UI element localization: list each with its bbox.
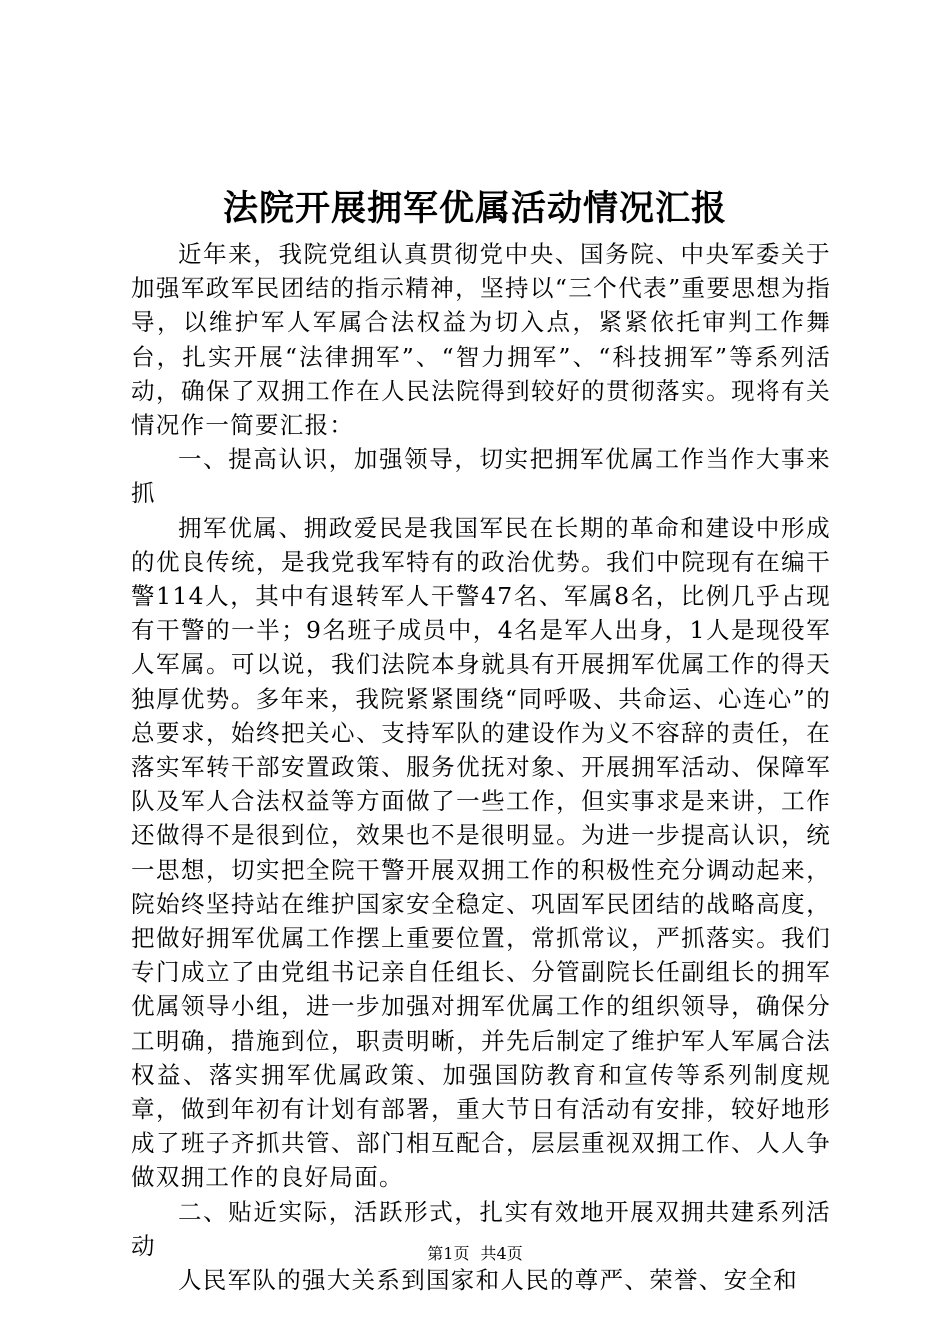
- document-body: [131, 237, 831, 1297]
- document-title: 法院开展拥军优属活动情况汇报: [222, 188, 727, 229]
- section-2-paragraph: 人民军队的强大关系到国家和人民的尊严、荣誉、安全和: [178, 1266, 798, 1295]
- page-footer: [0, 1243, 950, 1265]
- section-heading-1: 一、提高认识，加强领导，切实把拥军优属工作当作大事来抓: [131, 445, 831, 508]
- section-1-paragraph: 拥军优属、拥政爱民是我国军民在长期的革命和建设中形成的优良传统，是我党我军特有的政治优势。我们中院现有在编干警114人，其中有退转军人干警47名、军属8名，比例几乎占现有干警的一半；9名班子成员中，4名是军人出身，1人是现役军人军属。可以说，我们法院本身就具有开展拥军优属工作的得天独厚优势。多年来，我院紧紧围绕“同呼吸、共命运、心连心”的总要求，始终把关心、支持军队的建设作为义不容辞的责任，在落实军转干部安置政策、服务优抚对象、开展拥军活动、保障军队及军人合法权益等方面做了一些工作，但实事求是来讲，工作还做得不是很到位，效果也不是很明显。为进一步提高认识，统一思想，切实把全院干警开展双拥工作的积极性充分调动起来，院始终坚持站在维护国家安全稳定、巩固军民团结的战略高度，把做好拥军优属工作摆上重要位置，常抓常议，严抓落实。我们专门成立了由党组书记亲自任组长、分管副院长任副组长的拥军优属领导小组，进一步加强对拥军优属工作的组织领导，确保分工明确，措施到位，职责明晰，并先后制定了维护军人军属合法权益、落实拥军优属政策、加强国防教育和宣传等系列制度规章，做到年初有计划有部署，重大节日有活动有安排，较好地形成了班子齐抓共管、部门相互配合，层层重视双拥工作、人人争做双拥工作的良好局面。: [131, 513, 831, 1192]
- section-heading-2: 二、贴近实际，活跃形式，扎实有效地开展双拥共建系列活动: [131, 1197, 831, 1260]
- intro-paragraph: 近年来，我院党组认真贯彻党中央、国务院、中央军委关于加强军政军民团结的指示精神，坚持以“三个代表”重要思想为指导，以维护军人军属合法权益为切入点，紧紧依托审判工作舞台，扎实开展“法律拥军”、“智力拥军”、“科技拥军”等系列活动，确保了双拥工作在人民法院得到较好的贯彻落实。现将有关情况作一简要汇报：: [131, 240, 831, 440]
- page-number: 第1页: [427, 1244, 470, 1263]
- page-total: 共4页: [480, 1244, 523, 1263]
